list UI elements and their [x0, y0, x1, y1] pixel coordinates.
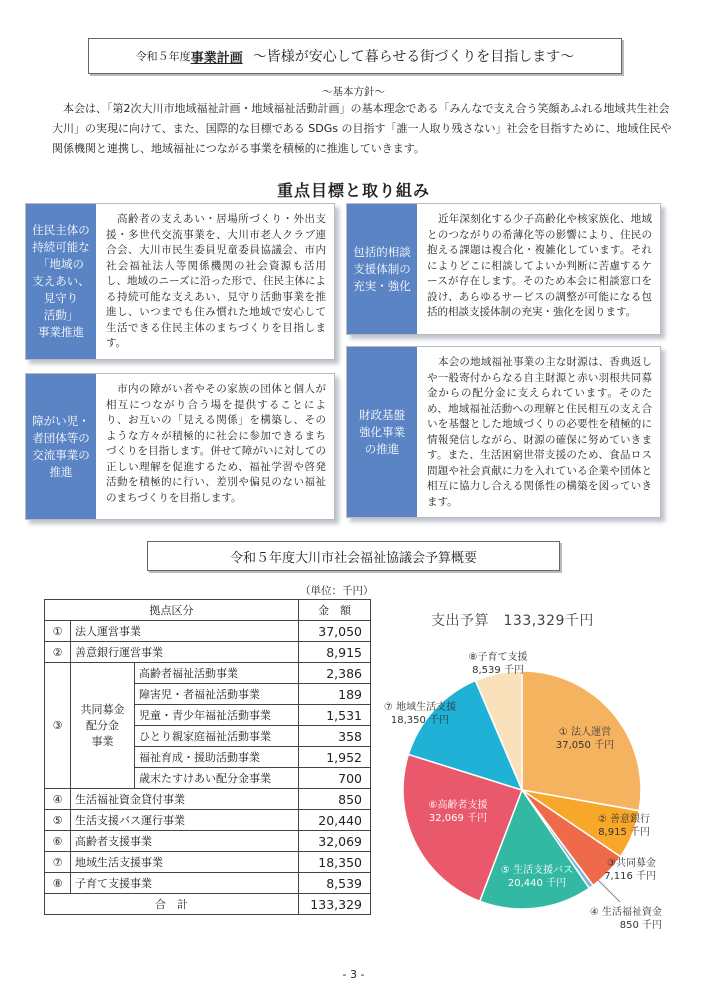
goal-text: 市内の障がい者やその家族の団体と個人が相互につながり合う場を提供することにより、お互いの「見える関係」を構築し、そのような方々が積極的に社会に参加できるまちづくりを目指します。併せて障がいに対しての正しい理解を促進するため、福祉学習や啓発活動を積極的に行い、差別や偏見のない福祉のまちづくりを目指します。 [106, 383, 326, 504]
slice-category-label: ③共同募金 [607, 858, 656, 869]
total-amount: 133,329 [299, 894, 371, 915]
slice-category-label: ⑥高齢者支援 [428, 800, 488, 811]
sub-row-amount: 2,386 [299, 663, 371, 684]
sub-row-amount: 358 [299, 726, 371, 747]
slice-value-label: 8,539 千円 [472, 665, 524, 676]
slice-value-label: 20,440 千円 [507, 878, 567, 889]
budget-unit: （単位：千円） [300, 585, 374, 597]
policy-text: 本会は、「第2次大川市地域福祉計画・地域福祉活動計画」の基本理念である「みんなで支え合う笑顔あふれる地域共生社会大川」の実現に向けて、また、国際的な目標である SDGs の目指す「誰一人取り残さない」社会を目指すために、地域住民や関係機関と連携し、地域福祉につながる事業を積極的に推進していきます。 [52, 102, 672, 155]
slice-category-label: ① 法人運営 [558, 727, 612, 738]
goal-text: 近年深刻化する少子高齢化や核家族化、地域とのつながりの希薄化等の影響により、住民の抱える課題は複合化・複雑化しています。それによりどこに相談してよいか判断に苦慮するケースが存在します。そのため本会に相談窓口を設け、あらゆるサービスの調整が可能になる包括的相談支援体制の充実・強化を図ります。 [427, 213, 652, 318]
slice-value-label: 7,116 千円 [604, 871, 656, 882]
sub-row-name: ひとり親家庭福祉活動事業 [135, 726, 299, 747]
sub-row-name: 児童・青少年福祉活動事業 [135, 705, 299, 726]
header-category: 拠点区分 [45, 600, 299, 621]
chart-title: 支出予算 133,329千円 [431, 613, 594, 629]
row-name: 子育て支援事業 [71, 873, 299, 894]
header-amount: 金 額 [299, 600, 371, 621]
goal-text: 高齢者の支えあい・居場所づくり・外出支援・多世代交流事業を、大川市老人クラブ連合会、大川市民生委員児童委員協議会、市内社会福祉法人等関係機関の社会資源も活用し、地域のニーズに沿った形で、住民主体による持続可能な支えあい、見守り活動事業を推進し、いつまでも住み慣れた地域で安心して生活できる住民主体のまちづくりを目指します。 [106, 213, 326, 349]
goal-label: 障がい児・ 者団体等の 交流事業の 推進 [26, 374, 96, 519]
row-name: 生活支援バス運行事業 [71, 810, 299, 831]
policy-heading: ～基本方針～ [322, 86, 385, 98]
slice-value-label: 18,350 千円 [390, 715, 450, 726]
slice-value-label: 8,915 千円 [598, 827, 650, 838]
slice-value-label: 32,069 千円 [428, 813, 488, 824]
row-amount: 850 [299, 789, 371, 810]
row-name: 高齢者支援事業 [71, 831, 299, 852]
slice-category-label: ④ 生活福祉資金 [589, 907, 662, 918]
slice-category-label: ② 善意銀行 [597, 814, 650, 825]
title-year: 令和５年度 [135, 50, 191, 63]
row-amount: 18,350 [299, 852, 371, 873]
budget-title: 令和５年度大川市社会福祉協議会予算概要 [147, 541, 560, 571]
title-subtitle: ～皆様が安心して暮らせる街づくりを目指します～ [252, 49, 575, 65]
row-number: ② [45, 642, 71, 663]
title-plan: 事業計画 [190, 50, 243, 66]
slice-category-label: ⑦ 地域生活支援 [383, 702, 457, 713]
total-label: 合 計 [45, 894, 299, 915]
group-number: ③ [45, 663, 71, 789]
sub-row-amount: 189 [299, 684, 371, 705]
row-name: 生活福祉資金貸付事業 [71, 789, 299, 810]
row-number: ⑥ [45, 831, 71, 852]
goal-text: 本会の地域福祉事業の主な財源は、香典返しや一般寄付からなる自主財源と赤い羽根共同募金からの配分金に支えられています。そのため、地域福祉活動への理解と住民相互の支え合いを基盤とした地域づくりの必要性を積極的に情報発信しながら、財源の確保に努めていきます。また、生活困窮世帯支援のため、食品ロス問題や社会貢献に力を入れている企業や団体と相互に協力し合える関係性の構築を図っていきます。 [427, 356, 652, 508]
row-number: ⑦ [45, 852, 71, 873]
slice-value-label: 37,050 千円 [555, 740, 615, 751]
goals-heading: 重点目標と取り組み [276, 181, 430, 200]
goal-label: 包括的相談 支援体制の 充実・強化 [347, 204, 417, 334]
leader-line [598, 880, 620, 902]
row-amount: 32,069 [299, 831, 371, 852]
sub-row-amount: 700 [299, 768, 371, 789]
row-name: 善意銀行運営事業 [71, 642, 299, 663]
sub-row-name: 福祉育成・援助活動事業 [135, 747, 299, 768]
row-name: 地域生活支援事業 [71, 852, 299, 873]
row-number: ⑧ [45, 873, 71, 894]
sub-row-name: 歳末たすけあい配分金事業 [135, 768, 299, 789]
row-name: 法人運営事業 [71, 621, 299, 642]
sub-row-amount: 1,531 [299, 705, 371, 726]
page-number: - 3 - [342, 968, 365, 981]
row-number: ④ [45, 789, 71, 810]
goal-label: 住民主体の 持続可能な 「地域の 支えあい、 見守り 活動」 事業推進 [26, 204, 96, 359]
row-amount: 8,915 [299, 642, 371, 663]
row-number: ⑤ [45, 810, 71, 831]
slice-category-label: ⑧子育て支援 [468, 652, 528, 663]
group-label: 共同募金 配分金 事業 [71, 663, 135, 789]
sub-row-amount: 1,952 [299, 747, 371, 768]
row-amount: 37,050 [299, 621, 371, 642]
slice-category-label: ⑤ 生活支援バス [500, 865, 574, 876]
sub-row-name: 障害児・者福祉活動事業 [135, 684, 299, 705]
row-number: ① [45, 621, 71, 642]
row-amount: 8,539 [299, 873, 371, 894]
sub-row-name: 高齢者福祉活動事業 [135, 663, 299, 684]
goal-label: 財政基盤 強化事業 の推進 [347, 347, 417, 517]
slice-value-label: 850 千円 [619, 920, 662, 931]
row-amount: 20,440 [299, 810, 371, 831]
